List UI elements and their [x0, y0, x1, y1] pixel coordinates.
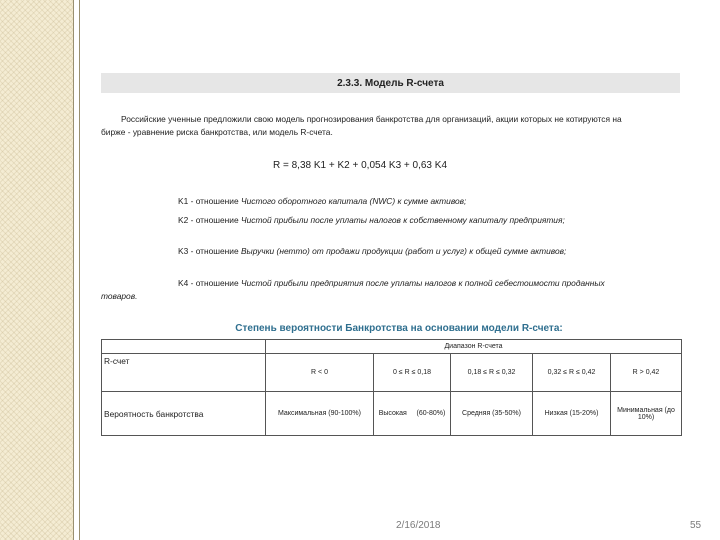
coef-prefix: - отношение	[190, 196, 241, 206]
probability-cell: Высокая (60-80%)	[374, 392, 451, 436]
side-band-divider	[73, 0, 74, 540]
probability-cell: Низкая (15-20%)	[533, 392, 611, 436]
coef-description: Выручки (нетто) от продажи продукции (работ и услуг) к общей сумме активов;	[240, 246, 567, 256]
table-corner-cell	[102, 340, 266, 354]
range-header-cell: Диапазон R-счета	[266, 340, 682, 354]
row-label-probability: Вероятность банкротства	[102, 392, 266, 436]
section-title	[101, 73, 680, 93]
footer-date: 2/16/2018	[396, 520, 441, 531]
coef-code: K1	[178, 196, 189, 206]
coefficient-k2	[101, 214, 641, 227]
page-number: 55	[690, 520, 702, 531]
probability-cell: Максимальная (90-100%)	[266, 392, 374, 436]
coef-description: Чистого оборотного капитала (NWC) к сумме активов;	[240, 196, 467, 206]
coef-description: Чистой прибыли предприятия после уплаты налогов к полной себестоимости проданных товаров.	[101, 278, 605, 301]
coef-prefix: - отношение	[190, 215, 241, 225]
coef-prefix: - отношение	[190, 278, 241, 288]
table-row	[102, 354, 682, 392]
probability-cell: Минимальная (до 10%)	[611, 392, 682, 436]
side-band-divider-inner	[79, 0, 80, 540]
decorative-side-band	[0, 0, 73, 540]
coef-code: K4	[178, 278, 189, 288]
r-score-formula: R = 8,38 K1 + K2 + 0,054 K3 + 0,63 K4	[272, 160, 448, 171]
coefficient-k3	[101, 245, 641, 258]
range-cell: R > 0,42	[611, 354, 682, 392]
intro-paragraph: Российские ученные предложили свою модель прогнозирования банкротства для организаций, акции которых не котируются на бирже - уравнение риска банкротства, или модель R-счета.	[101, 114, 622, 137]
table-heading: Степень вероятности Банкротства на основании модели R-счета:	[235, 323, 563, 334]
table-header-row	[102, 340, 682, 354]
coefficient-k4	[101, 277, 641, 302]
coef-prefix: - отношение	[190, 246, 241, 256]
row-label-r-score: R-счет	[102, 354, 266, 392]
coefficient-k1	[101, 195, 641, 208]
coef-description: Чистой прибыли после уплаты налогов к собственному капиталу предприятия;	[240, 215, 565, 225]
range-cell: R < 0	[266, 354, 374, 392]
table-row	[102, 392, 682, 436]
coef-code: K3	[178, 246, 189, 256]
range-cell: 0,32 ≤ R ≤ 0,42	[533, 354, 611, 392]
probability-cell: Средняя (35-50%)	[451, 392, 533, 436]
section-title-text: 2.3.3. Модель R-счета	[337, 77, 444, 89]
bankruptcy-probability-table	[101, 339, 682, 436]
range-cell: 0,18 ≤ R ≤ 0,32	[451, 354, 533, 392]
range-cell: 0 ≤ R ≤ 0,18	[374, 354, 451, 392]
coef-code: K2	[178, 215, 189, 225]
